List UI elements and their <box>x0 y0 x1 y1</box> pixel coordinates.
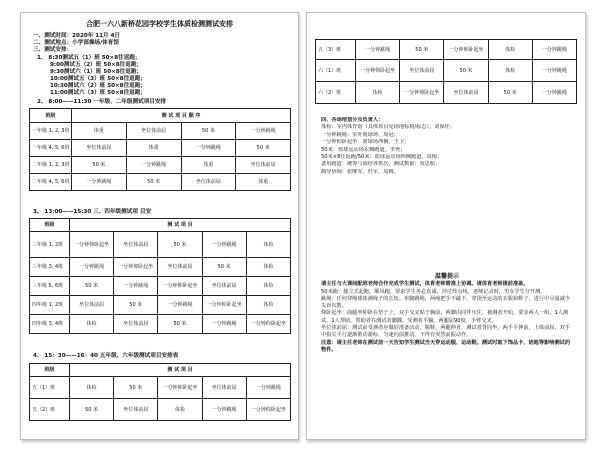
table-row <box>30 315 291 334</box>
table-cell: 体重 <box>126 140 181 157</box>
table-cell: 体检 <box>70 377 114 399</box>
table-cell: 坐位体前屈 <box>70 296 114 315</box>
table-cell: 体检 <box>246 277 290 296</box>
document-page-left <box>20 12 299 440</box>
table-cell: 坐位体前屈 <box>114 315 158 334</box>
table-cell: 体检 <box>356 82 400 104</box>
table-cell: 坐位体前屈 <box>236 157 291 174</box>
section-3-heading: 3、 13:00——15:30 三、四年级测试项 目安 <box>33 209 152 215</box>
table-header-row <box>30 219 291 232</box>
table-cell: 坐位体前屈 <box>181 174 236 191</box>
notice-title: 温馨提示 <box>434 273 459 280</box>
slot-line: 10:00测试五（3）班 50×8往返跑； <box>50 76 146 82</box>
table-cell: 一分钟跳绳 <box>202 232 246 258</box>
test-schedule: 三、测试安排： <box>33 47 73 53</box>
table-cell: 50 米 <box>444 60 488 82</box>
table-cell: 一年级 4, 5, 6班 <box>30 140 72 157</box>
table-cell: 50 米 <box>70 277 114 296</box>
site-line: 体检：室内体育馆（具体项目见场地标树/标志），刘保佳； <box>321 124 456 131</box>
header-cell: 班级 <box>30 364 70 377</box>
table-cell: 坐位体前屈 <box>114 232 158 258</box>
header-cell: 测 试 项 目 <box>70 219 291 232</box>
table-row <box>30 277 291 296</box>
table-cell: 一分钟仰卧起坐 <box>246 399 290 421</box>
table-cell: 一分钟仰卧起坐 <box>356 60 400 82</box>
notice-paragraph: 仰卧起坐：曲腿坐仰卧在垫子上，双手交叉贴于胸前，两脚由同伴压住。被测者开始，要求两人一组，1人测试，1人帮助。帮助者在测试者脚踝，受测者平躺，两腿屈90度，手臂交叉。 <box>321 310 569 324</box>
table-row <box>316 60 577 82</box>
table-cell: 一分钟仰卧起坐 <box>202 296 246 315</box>
notice-paragraph: 请主任与大课间配班老师合作完成学生测试，体育老师需准上协调。请体育老师提前准备。 <box>321 281 529 288</box>
site-line: 一分钟跳绳：室外篮球场，周冠； <box>321 131 399 138</box>
table-cell: 一年级 1, 2, 3班 <box>30 123 72 140</box>
table-header-row <box>30 364 291 377</box>
table-cell: 一分钟跳绳 <box>532 82 576 104</box>
table-cell: 50 米 <box>236 140 291 157</box>
table-cell: 一分钟仰卧起坐 <box>70 232 114 258</box>
table-cell: 坐位体前屈 <box>72 140 127 157</box>
table-cell: 一分钟仰卧起坐 <box>158 277 202 296</box>
table-cell: 一分钟跳绳 <box>114 277 158 296</box>
table-cell: 四年级 1, 2班 <box>30 296 70 315</box>
header-cell: 班级 <box>30 109 72 123</box>
table-cell: 50 米 <box>202 258 246 277</box>
table-cell: 一分钟跳绳 <box>356 40 400 60</box>
table-cell: 一分钟跳绳 <box>70 258 114 277</box>
table-cell: 一分钟仰卧起坐 <box>114 258 158 277</box>
site-line: 备用跑道：统筹与调停各班次，测试数据：贾思航； <box>321 161 441 168</box>
table-cell: 50 米 <box>488 82 532 104</box>
table-row <box>30 296 291 315</box>
slot-line: 9:30测试六（1）班 50×8往返跑； <box>50 69 143 75</box>
table-cell: 六（1）班 <box>316 60 356 82</box>
table-cell: 坐位体前屈 <box>114 399 158 421</box>
table-cell: 体检 <box>70 315 114 334</box>
table-row <box>316 40 577 60</box>
table-header-row <box>30 109 291 123</box>
table-cell: 坐位体前屈 <box>444 82 488 104</box>
grade-3-4-table <box>29 218 291 334</box>
table-row <box>30 140 291 157</box>
section-4-heading: 4、 15：30——16：40 五年级、六年级测试项目安排表 <box>33 353 179 359</box>
table-row <box>30 174 291 191</box>
slot-line: 11:00测试六（3）班 50×8往返跑； <box>50 90 146 96</box>
header-cell: 测 试 项 目 <box>70 364 291 377</box>
table-cell: 一分钟仰卧起坐 <box>444 40 488 60</box>
table-cell: 一分钟仰卧起坐 <box>246 315 290 334</box>
table-cell: 五（3）班 <box>316 40 356 60</box>
table-cell: 二年级 1, 2, 3班 <box>30 157 72 174</box>
table-cell: 五（1）班 <box>30 377 70 399</box>
section-2-heading: 2、 8:00——11:30 一年级、二年级测试项目安排 <box>37 99 167 105</box>
notice-paragraph: 坐位体前屈：测试前受测者应做好准备活动，脱鞋，两腿伸直，测试者背向坐，两手平伸前，上体前屈，双手中指尖平行逐渐推动游标，匀速向前推动，不得有突然前振动作。 <box>321 325 571 339</box>
table-cell: 三年级 5, 6班 <box>30 277 70 296</box>
test-time: 一、测试时间：2020年 11月 4日 <box>33 33 121 39</box>
table-cell: 一分钟跳绳 <box>532 60 576 82</box>
document-page-right <box>306 12 586 440</box>
table-cell: 三年级 3, 4班 <box>30 258 70 277</box>
table-row <box>30 399 291 421</box>
notice-paragraph: 注意：请主任老师在测试前一天告知学生测试当天穿运动服、运动鞋。测试时取下饰品卡、钥匙等影响测试的物件。 <box>321 339 571 353</box>
table-cell: 一分钟跳绳 <box>158 296 202 315</box>
grade-1-2-table <box>29 108 291 191</box>
test-place: 二、测试地点：小学部操场/体育馆 <box>33 40 119 46</box>
table-row <box>30 123 291 140</box>
table-cell: 50 米 <box>114 377 158 399</box>
table-cell: 体检 <box>246 232 290 258</box>
table-cell: 50 米 <box>72 157 127 174</box>
table-cell: 一分钟跳绳 <box>246 377 290 399</box>
grade-5-6-table-continued <box>315 39 577 104</box>
table-cell: 体检 <box>246 258 290 277</box>
slot-line: 9:00测试五（2）班 50×8往返跑； <box>50 62 143 68</box>
table-cell: 坐位体前屈 <box>126 123 181 140</box>
table-cell: 50 米 <box>158 315 202 334</box>
table-cell: 坐位体前屈 <box>400 60 444 82</box>
table-cell: 一分钟跳绳 <box>532 40 576 60</box>
table-cell: 坐位体前屈 <box>202 277 246 296</box>
table-row <box>316 82 577 104</box>
site-line: 50米：篮球运动场东侧跑道，李秀； <box>321 146 406 153</box>
table-cell: 一分钟跳绳 <box>72 174 127 191</box>
table-cell: 体重 <box>236 174 291 191</box>
notice-paragraph: 50米跑：独立式起跑，顺风跑，要求学生务必真诚，冲过终点线，老师记录时，男女学生分开测。 <box>321 288 546 295</box>
table-cell: 六（2）班 <box>316 82 356 104</box>
table-cell: 体重 <box>181 157 236 174</box>
table-cell: 50 米 <box>126 174 181 191</box>
table-cell: 体检 <box>488 40 532 60</box>
table-cell: 坐位体前屈 <box>202 377 246 399</box>
site-line: 50米×8往返跑/50米：篮球运动场西侧跑道，周梅； <box>321 154 443 161</box>
table-cell: 坐位体前屈 <box>158 258 202 277</box>
table-cell: 50 米 <box>158 232 202 258</box>
table-cell: 体重 <box>72 123 127 140</box>
table-cell: 二年级 4, 5, 6班 <box>30 174 72 191</box>
sites-section <box>321 117 571 176</box>
page-title: 合肥一六八新桥花园学校学生体质检测测试安排 <box>86 20 233 28</box>
table-cell: 一分钟仰卧起坐 <box>400 82 444 104</box>
table-row <box>30 258 291 277</box>
table-cell: 一分钟跳绳 <box>236 123 291 140</box>
table-cell: 一分钟跳绳 <box>202 399 246 421</box>
sites-heading: 四、各场地划分及负责人： <box>321 117 384 123</box>
slot-line: 1、 8:30测试五（1）班 50×8往返跑； <box>37 55 141 61</box>
site-line: 疏导协调：张继军、杜军、周梅。 <box>321 168 399 175</box>
table-cell: 一分钟跳绳 <box>202 315 246 334</box>
table-cell: 体检 <box>158 399 202 421</box>
grade-5-6-table <box>29 363 291 421</box>
table-row <box>30 377 291 399</box>
table-cell: 一分钟跳绳 <box>181 140 236 157</box>
slot-line: 10:30测试六（2）班 50×8往返跑； <box>50 83 146 89</box>
header-cell: 班级 <box>30 219 70 232</box>
site-line: 一分钟仰卧起坐：篮球场西侧，王卫； <box>321 139 410 146</box>
table-cell: 体检 <box>246 296 290 315</box>
table-cell: 50 米 <box>181 123 236 140</box>
notice-section <box>321 273 573 354</box>
table-row <box>30 157 291 174</box>
notice-paragraph: 跳绳：任何穿绳球体测绳子的长短。单脚跳绳，两绳把手不敲下，穿围至运动的衣服和鞋子，进行中尽量减少失误次数。 <box>321 295 571 310</box>
table-cell: 50 米 <box>400 40 444 60</box>
table-cell: 50 米 <box>70 399 114 421</box>
header-cell: 测 试 项 目 顺 序 <box>72 109 291 123</box>
table-cell: 一分钟仰卧起坐 <box>158 377 202 399</box>
table-row <box>30 232 291 258</box>
table-cell: 五（2）班 <box>30 399 70 421</box>
table-cell: 四年级 3, 4班 <box>30 315 70 334</box>
table-cell: 50 米 <box>114 296 158 315</box>
table-cell: 体检 <box>488 60 532 82</box>
table-cell: 一分钟跳绳 <box>126 157 181 174</box>
table-cell: 三年级 1, 2班 <box>30 232 70 258</box>
